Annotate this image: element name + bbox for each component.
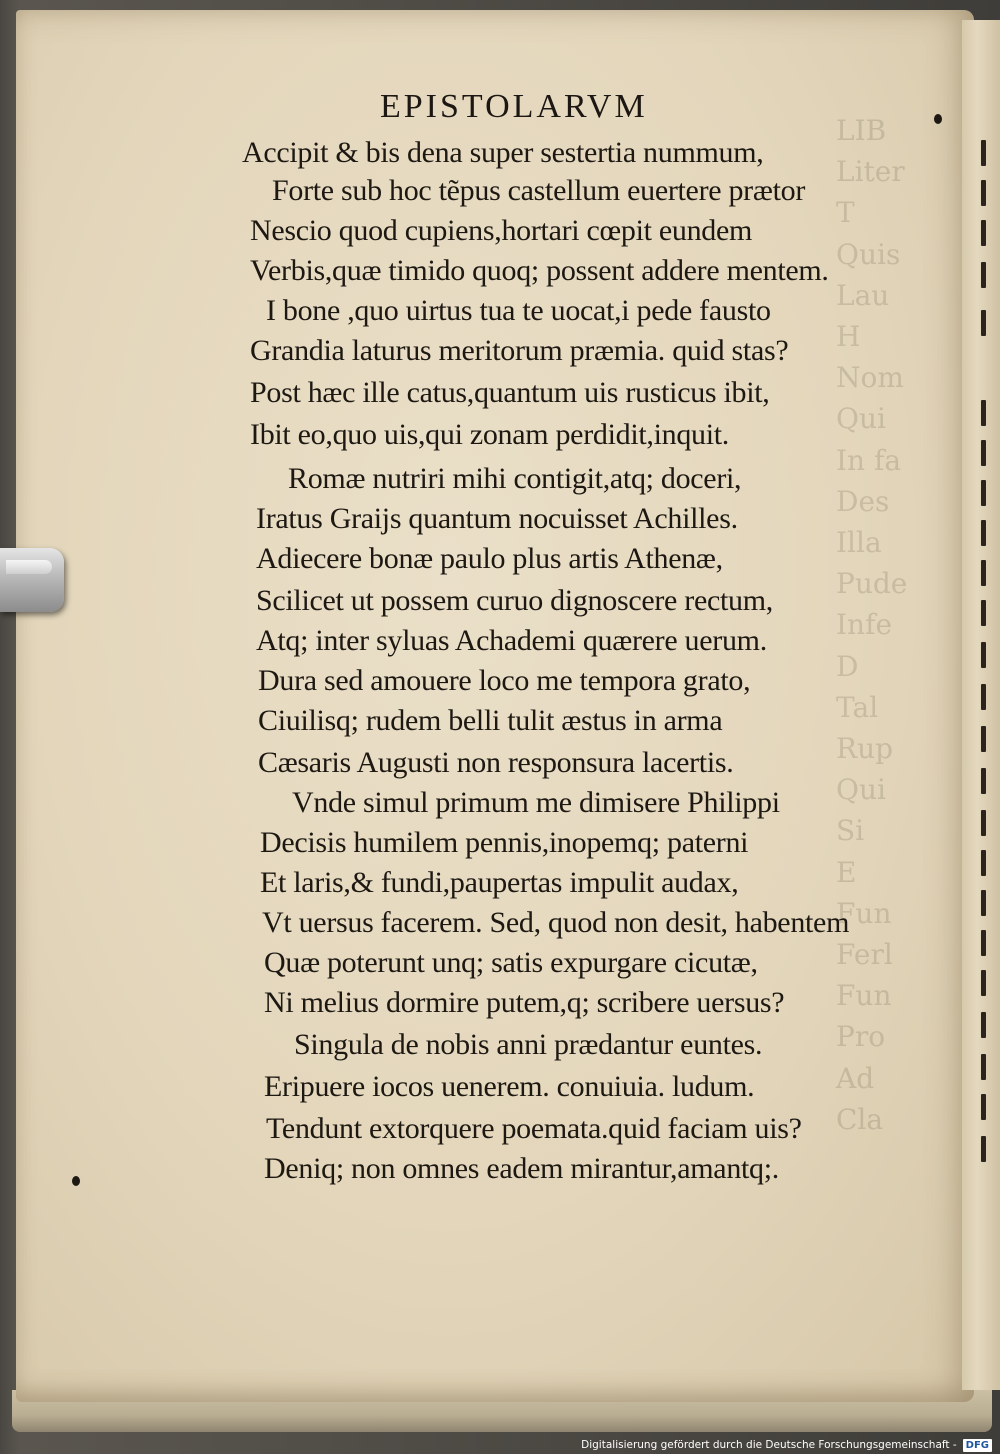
credit-text: Digitalisierung gefördert durch die Deutsche Forschungsgemeinschaft - [581, 1439, 957, 1451]
running-title: EPISTOLARVM [380, 88, 648, 125]
verse-line: Nescio quod cupiens,hortari cœpit eundem [250, 214, 753, 247]
ink-dot [934, 114, 942, 124]
facing-letter-mark [981, 890, 986, 916]
facing-letter-mark [981, 1054, 986, 1080]
facing-letter-mark [981, 850, 986, 876]
facing-letter-mark [981, 310, 986, 336]
verse-line: Post hæc ille catus,quantum uis rusticus ibit, [250, 376, 770, 409]
verse-line: Cæsaris Augusti non responsura lacertis. [258, 746, 734, 779]
verse-line: Romæ nutriri mihi contigit,atq; doceri, [288, 462, 742, 495]
facing-letter-mark [981, 140, 986, 166]
facing-letter-mark [981, 726, 986, 752]
verse-line: Iratus Graijs quantum nocuisset Achilles. [256, 502, 738, 535]
facing-letter-mark [981, 220, 986, 246]
facing-letter-mark [981, 1094, 986, 1120]
verse-line: Adiecere bonæ paulo plus artis Athenæ, [256, 542, 723, 575]
verse-line: I bone ,quo uirtus tua te uocat,i pede fausto [266, 294, 771, 327]
verse-line: Accipit & bis dena super sestertia nummum, [242, 136, 764, 169]
facing-letter-mark [981, 970, 986, 996]
verse-line: Quæ poterunt unq; satis expurgare cicutæ, [264, 946, 758, 979]
facing-page-edge [962, 20, 1000, 1390]
verse-line: Decisis humilem pennis,inopemq; paterni [260, 826, 749, 859]
facing-letter-mark [981, 600, 986, 626]
verse-line: Vnde simul primum me dimisere Philippi [292, 786, 780, 819]
verse-line: Singula de nobis anni prædantur euntes. [294, 1028, 763, 1061]
verse-line: Ni melius dormire putem,q; scribere uersus? [264, 986, 785, 1019]
facing-letter-mark [981, 684, 986, 710]
verse-line: Forte sub hoc tẽpus castellum euertere prætor [272, 174, 806, 207]
verse-line: Ciuilisq; rudem belli tulit æstus in arma [258, 704, 723, 737]
verse-line: Et laris,& fundi,paupertas impulit audax, [260, 866, 739, 899]
facing-letter-mark [981, 262, 986, 288]
verse-line: Eripuere iocos uenerem. conuiuia. ludum. [264, 1070, 755, 1103]
verse-line: Ibit eo,quo uis,qui zonam perdidit,inquit. [250, 418, 730, 451]
verse-line: Dura sed amouere loco me tempora grato, [258, 664, 751, 697]
facing-letter-mark [981, 1012, 986, 1038]
facing-letter-mark [981, 642, 986, 668]
verse-line: Atq; inter syluas Achademi quærere uerum. [256, 624, 767, 657]
digitization-credit [581, 1436, 992, 1454]
verse-line: Scilicet ut possem curuo dignoscere rectum, [256, 584, 773, 617]
facing-letter-mark [981, 180, 986, 206]
bleed-through-text: LIB Liter T Quis Lau H Nom Qui In fa Des Illa Pude Infe D Tal Rup Qui Si E Fun Ferl Fun Pro Ad Cla [836, 114, 908, 1136]
facing-letter-mark [981, 930, 986, 956]
facing-letter-mark [981, 768, 986, 794]
verse-line: Tendunt extorquere poemata.quid faciam uis? [266, 1112, 802, 1145]
facing-letter-mark [981, 560, 986, 586]
facing-letter-mark [981, 520, 986, 546]
verse-line: Verbis,quæ timido quoq; possent addere mentem. [250, 254, 829, 287]
clip-icon [0, 548, 64, 612]
facing-letter-mark [981, 1136, 986, 1162]
facing-letter-mark [981, 440, 986, 466]
facing-letter-mark [981, 400, 986, 426]
facing-letter-mark [981, 480, 986, 506]
dfg-logo-icon: DFG [963, 1439, 992, 1452]
verse-line: Deniq; non omnes eadem mirantur,amantq;. [264, 1152, 779, 1185]
ink-dot [72, 1176, 80, 1186]
facing-letter-mark [981, 810, 986, 836]
verse-line: Vt uersus facerem. Sed, quod non desit, habentem [262, 906, 850, 939]
verse-line: Grandia laturus meritorum præmia. quid stas? [250, 334, 789, 367]
